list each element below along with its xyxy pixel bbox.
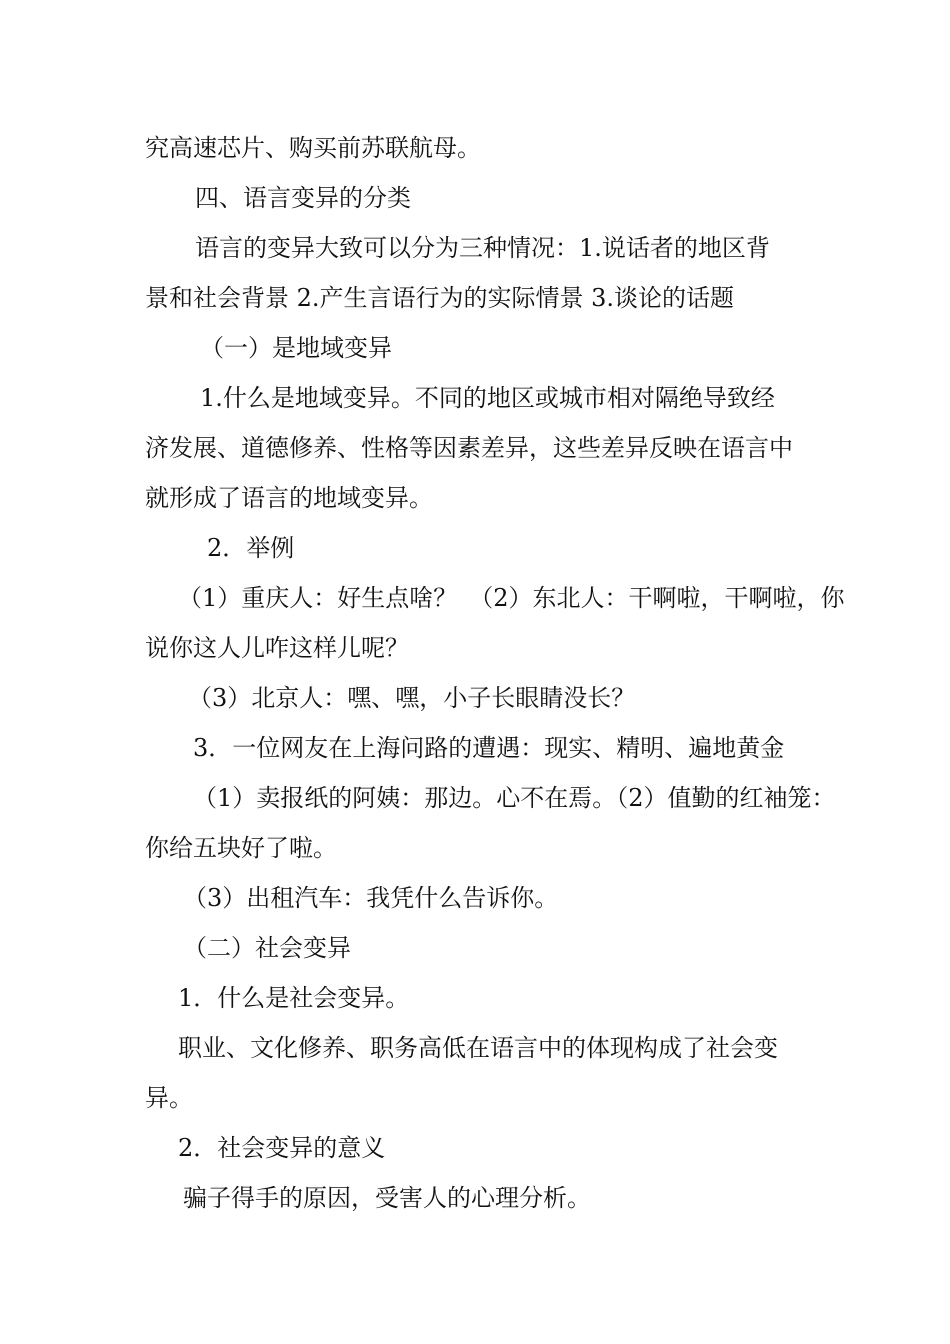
text-line: （3）出租汽车：我凭什么告诉你。 (183, 884, 559, 912)
text-line: 说你这人儿咋这样儿呢？ (145, 634, 409, 662)
text-line: （1）卖报纸的阿姨：那边。心不在焉。（2）值勤的红袖笼： (193, 784, 836, 812)
text-line: 2．社会变异的意义 (178, 1134, 386, 1162)
text-line: 异。 (145, 1084, 193, 1112)
section-heading: 四、语言变异的分类 (195, 184, 411, 212)
text-line: 1．什么是社会变异。 (178, 984, 410, 1012)
text-line: 语言的变异大致可以分为三种情况：1.说话者的地区背 (195, 234, 770, 262)
subsection-heading: （一）是地域变异 (200, 334, 392, 362)
text-line: 1.什么是地域变异。不同的地区或城市相对隔绝导致经 (200, 384, 775, 412)
text-line: 就形成了语言的地域变异。 (145, 484, 433, 512)
text-line: 你给五块好了啦。 (145, 834, 337, 862)
text-line: 2．举例 (207, 534, 295, 562)
text-line: 骗子得手的原因，受害人的心理分析。 (183, 1184, 591, 1212)
text-line: 3．一位网友在上海问路的遭遇：现实、精明、遍地黄金 (193, 734, 785, 762)
text-line: 济发展、道德修养、性格等因素差异，这些差异反映在语言中 (145, 434, 793, 462)
text-line: 景和社会背景 2.产生言语行为的实际情景 3.谈论的话题 (145, 284, 735, 312)
subsection-heading: （二）社会变异 (183, 934, 351, 962)
text-line: （1）重庆人：好生点啥？ （2）东北人：干啊啦，干啊啦，你 (178, 584, 845, 612)
text-line: （3）北京人：嘿、嘿，小子长眼睛没长？ (188, 684, 636, 712)
text-line: 职业、文化修养、职务高低在语言中的体现构成了社会变 (178, 1034, 778, 1062)
text-line: 究高速芯片、购买前苏联航母。 (145, 134, 481, 162)
